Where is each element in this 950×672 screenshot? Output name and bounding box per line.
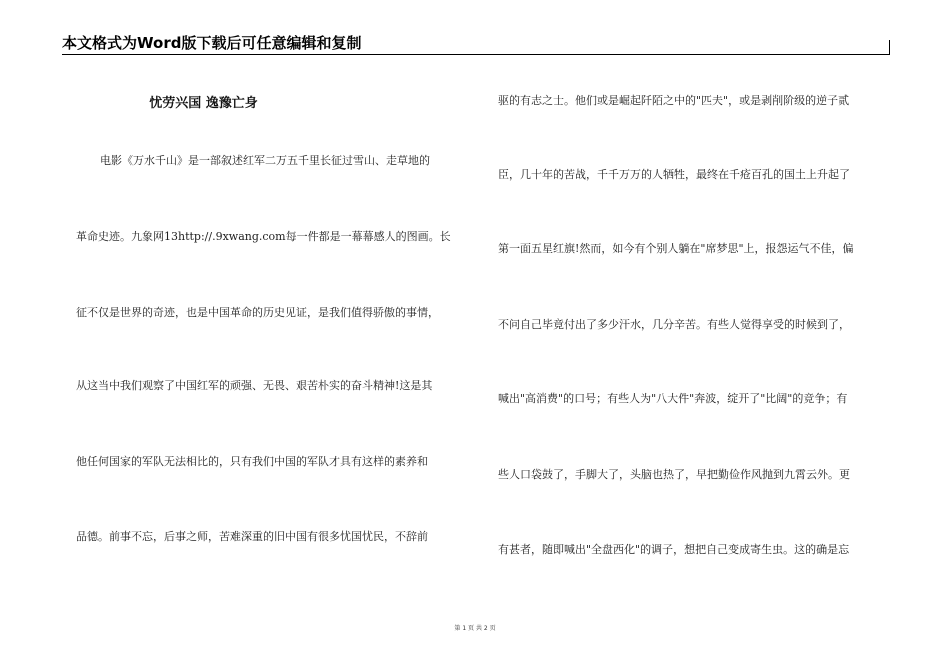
right-column-line: 不问自己毕竟付出了多少汗水，几分辛苦。有些人觉得享受的时候到了， bbox=[498, 318, 850, 331]
right-column-line: 臣，几十年的苦战，千千万万的人牺牲，最终在千疮百孔的国土上升起了 bbox=[498, 168, 850, 181]
left-column-line: 征不仅是世界的奇迹，也是中国革命的历史见证，是我们值得骄傲的事情， bbox=[76, 306, 439, 319]
page-indicator: 第 1 页 共 2 页 bbox=[454, 625, 496, 632]
left-column-line: 电影《万水千山》是一部叙述红军二万五千里长征过雪山、走草地的 bbox=[100, 154, 430, 167]
article-title: 忧劳兴国 逸豫亡身 bbox=[149, 96, 258, 111]
left-column-line: 从这当中我们观察了中国红军的顽强、无畏、艰苦朴实的奋斗精神!这是其 bbox=[76, 379, 433, 392]
header-divider bbox=[62, 54, 890, 55]
left-column-line: 革命史迹。九象网13http://.9xwang.com每一件都是一幕幕感人的图画。长 bbox=[76, 230, 451, 243]
document-header-title: 本文格式为Word版下载后可任意编辑和复制 bbox=[62, 34, 362, 52]
header-corner-mark bbox=[889, 40, 890, 54]
right-column-line: 有甚者，随即喊出"全盘西化"的调子，想把自己变成寄生虫。这的确是忘 bbox=[498, 543, 850, 556]
right-column-line: 驱的有志之士。他们或是崛起阡陌之中的"匹夫"，或是剥削阶级的逆子贰 bbox=[498, 94, 850, 107]
left-column-line: 品德。前事不忘，后事之师，苦难深重的旧中国有很多忧国忧民，不辞前 bbox=[76, 530, 428, 543]
left-column-line: 他任何国家的军队无法相比的，只有我们中国的军队才具有这样的素养和 bbox=[76, 455, 428, 468]
right-column-line: 第一面五星红旗!然而，如今有个别人躺在"席梦思"上，报怨运气不佳，偏 bbox=[498, 242, 854, 255]
right-column-line: 些人口袋鼓了，手脚大了，头脑也热了，早把勤俭作风抛到九霄云外。更 bbox=[498, 468, 850, 481]
right-column-line: 喊出"高消费"的口号；有些人为"八大件"奔波，绽开了"比阔"的竞争；有 bbox=[498, 392, 848, 405]
